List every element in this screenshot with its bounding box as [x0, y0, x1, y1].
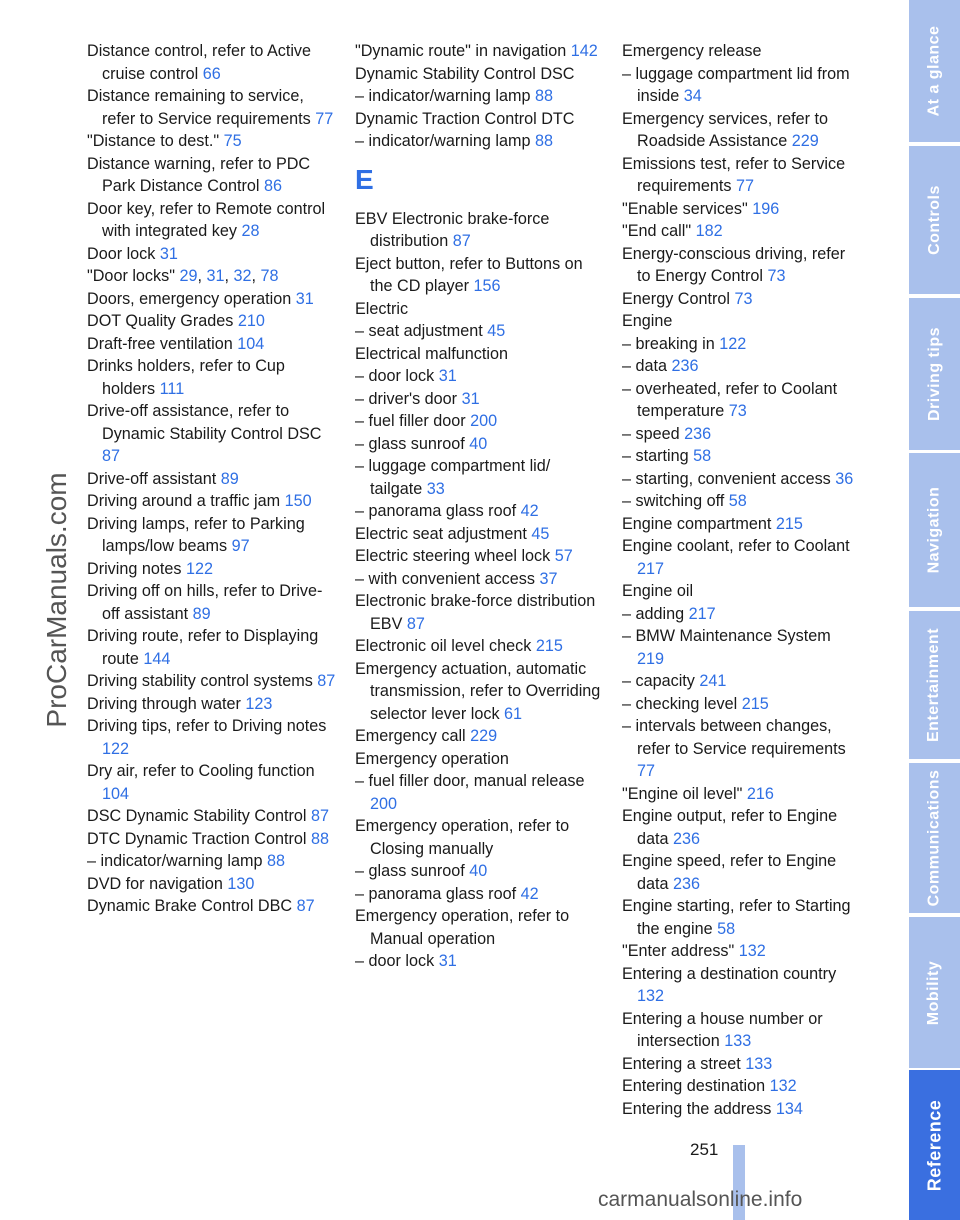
index-entry-text: "Engine oil level" [622, 784, 747, 803]
section-tab-label: Controls [925, 185, 943, 255]
index-entry [622, 63, 862, 108]
page-reference-link[interactable]: 241 [699, 672, 727, 690]
page-reference-link[interactable]: 133 [724, 1032, 752, 1050]
index-entry [622, 693, 862, 716]
section-letter: E [355, 163, 374, 195]
index-column-3 [622, 40, 862, 1120]
index-entry-text: Electronic oil level check [355, 637, 536, 655]
page-reference-link[interactable]: 217 [688, 604, 716, 623]
index-entry [622, 378, 862, 423]
page-reference-link[interactable]: 122 [102, 739, 130, 758]
index-entry [87, 850, 337, 873]
index-entry [622, 108, 862, 153]
index-entry-text: Driving route, refer to Displaying route [87, 627, 319, 668]
index-entry-text: Eject button, refer to Buttons on the CD player [355, 254, 583, 295]
index-entry [355, 860, 605, 883]
index-entry [355, 905, 605, 950]
page-reference-link[interactable]: 236 [673, 829, 701, 848]
page-reference-link[interactable]: 104 [102, 784, 130, 803]
page-reference-link[interactable]: 31 [461, 389, 480, 408]
index-entry-text: "End call" [622, 222, 696, 240]
page-reference-link[interactable]: 142 [570, 42, 598, 60]
index-entry-text: – breaking in [622, 334, 720, 353]
index-entry-text: EBV Electronic brake-force distribution [355, 209, 550, 250]
page-reference-link[interactable]: 40 [469, 862, 488, 880]
page-reference-link[interactable]: 75 [223, 132, 242, 150]
page-reference-link[interactable]: 77 [637, 762, 656, 780]
index-entry-text: – glass sunroof [355, 434, 470, 453]
index-entry [622, 310, 862, 333]
index-column-1 [87, 40, 337, 918]
index-entry [355, 108, 605, 131]
index-entry-text: Driving off on hills, refer to Drive-off assistant [87, 582, 323, 623]
index-entry-text: – luggage compartment lid from inside [622, 64, 850, 105]
index-entry [355, 208, 605, 253]
index-entry-text: Emergency actuation, automatic transmission, refer to Overriding selector lever lock [355, 659, 601, 723]
index-entry-text: Driving tips, refer to Driving notes [87, 717, 327, 735]
section-tab-driving-tips[interactable] [909, 298, 960, 450]
index-entry-text: – with convenient access [355, 569, 540, 588]
page-reference-link[interactable]: 45 [487, 322, 506, 340]
index-entry [355, 590, 605, 635]
index-entry-text: Doors, emergency operation [87, 289, 296, 308]
page-reference-link[interactable]: 86 [263, 177, 282, 195]
page-reference-link[interactable]: 210 [237, 312, 265, 330]
page-reference-link[interactable]: 77 [315, 109, 334, 128]
index-entry [622, 243, 862, 288]
index-entry-text: – luggage compartment lid/ tailgate [355, 457, 551, 498]
index-entry-text: Driving lamps, refer to Parking lamps/low beams [87, 514, 305, 555]
index-entry [87, 873, 337, 896]
index-entry-text: – seat adjustment [355, 322, 488, 340]
page-reference-link[interactable]: 61 [504, 704, 523, 723]
index-entry-text: Emergency operation, refer to Closing manually [355, 817, 570, 858]
page-reference-link[interactable]: 122 [719, 334, 747, 353]
page-reference-link[interactable]: 42 [520, 502, 539, 520]
index-entry-text: Distance control, refer to Active cruise control [87, 42, 312, 83]
page-reference-link[interactable]: 134 [775, 1099, 803, 1118]
index-entry [622, 535, 862, 580]
page-reference-link[interactable]: 215 [775, 514, 803, 533]
index-entry [87, 198, 337, 243]
index-entry-text: Driving stability control systems [87, 672, 318, 690]
index-entry [622, 850, 862, 895]
page-reference-link[interactable]: 77 [735, 177, 754, 195]
page-reference-link[interactable]: 34 [683, 87, 702, 105]
index-entry [622, 805, 862, 850]
index-entry-text: Entering a street [622, 1054, 746, 1073]
index-entry-text: – starting [622, 447, 694, 465]
page-reference-link[interactable]: 229 [791, 132, 819, 150]
index-entry-text: "Dynamic route" in navigation [355, 42, 571, 60]
index-entry [87, 310, 337, 333]
index-entry-text: Driving around a traffic jam [87, 492, 285, 510]
index-entry [622, 715, 862, 783]
page-reference-link[interactable]: 87 [317, 672, 336, 690]
index-entry-text: DVD for navigation [87, 874, 228, 893]
section-tab-navigation[interactable] [909, 453, 960, 607]
index-entry [622, 1098, 862, 1121]
page-reference-link[interactable]: 144 [143, 649, 171, 668]
page-reference-link[interactable]: 97 [231, 537, 250, 555]
page-reference-link[interactable]: 31 [206, 267, 225, 285]
index-entry-text: – starting, convenient access [622, 469, 836, 488]
index-entry-text: Electric steering wheel lock [355, 547, 555, 565]
index-entry-text: Driving notes [87, 559, 186, 578]
index-entry [87, 333, 337, 356]
index-entry-text: – panorama glass roof [355, 884, 521, 903]
section-tab-label: Driving tips [925, 326, 943, 422]
page-reference-link[interactable]: 36 [835, 469, 854, 488]
page-reference-link[interactable]: 111 [159, 379, 185, 398]
index-entry [355, 770, 605, 815]
page-reference-link[interactable]: 200 [370, 794, 398, 813]
index-entry-text: Engine oil [622, 582, 694, 600]
index-entry [87, 693, 337, 716]
index-entry [87, 805, 337, 828]
page-reference-link[interactable]: 87 [102, 447, 121, 465]
index-entry-text: Distance remaining to service, refer to Service requirements [87, 87, 316, 128]
index-entry-text: Drive-off assistance, refer to Dynamic Stability Control DSC [87, 402, 322, 443]
section-tab-label: Communications [925, 769, 943, 907]
watermark-bottom: carmanualsonline.info [598, 1188, 803, 1211]
section-tab-controls[interactable] [909, 146, 960, 294]
index-entry-text: Emergency call [355, 727, 471, 745]
index-entry [87, 153, 337, 198]
page-reference-link[interactable]: 200 [470, 412, 498, 430]
watermark-left: ProCarManuals.com [41, 472, 72, 728]
index-entry-text: Emergency services, refer to Roadside Assistance [622, 109, 829, 150]
index-entry-text: "Door locks" [87, 267, 180, 285]
index-entry-text: – indicator/warning lamp [87, 852, 267, 870]
index-entry-text: – switching off [622, 492, 729, 510]
index-entry [355, 523, 605, 546]
section-tab-bar [909, 0, 960, 1220]
index-entry [622, 355, 862, 378]
index-entry [622, 963, 862, 1008]
index-entry [622, 783, 862, 806]
page-reference-link[interactable]: 132 [769, 1077, 797, 1095]
page-reference-link[interactable]: 73 [734, 289, 753, 308]
index-entry-text: Engine compartment [622, 514, 776, 533]
index-entry [87, 490, 337, 513]
index-entry [87, 625, 337, 670]
page-number: 251 [690, 1140, 719, 1159]
index-entry [87, 468, 337, 491]
index-entry [355, 365, 605, 388]
index-entry [622, 580, 862, 603]
index-entry [622, 288, 862, 311]
page-reference-link[interactable]: 87 [406, 614, 425, 633]
index-entry-text: Engine coolant, refer to Coolant [622, 537, 850, 555]
page-reference-link[interactable]: 182 [695, 222, 723, 240]
index-entry [622, 1075, 862, 1098]
page-reference-link[interactable]: 150 [284, 492, 312, 510]
index-entry-text: – indicator/warning lamp [355, 87, 535, 105]
index-entry [355, 343, 605, 366]
index-entry-text: – capacity [622, 672, 700, 690]
index-entry [87, 670, 337, 693]
index-entry [355, 950, 605, 973]
page-reference-link[interactable]: 219 [637, 649, 665, 668]
page-reference-link[interactable]: 130 [227, 874, 255, 893]
index-entry [87, 895, 337, 918]
index-entry [87, 400, 337, 468]
index-entry-text: Engine [622, 312, 673, 330]
page-reference-link[interactable]: 89 [220, 469, 239, 488]
index-entry: "Door locks" 29, 31, 32, 78 [87, 267, 279, 285]
index-entry [87, 715, 337, 760]
page-reference-link[interactable]: 31 [295, 289, 314, 308]
index-entry-text: – panorama glass roof [355, 502, 521, 520]
index-entry [355, 568, 605, 591]
page-reference-link[interactable]: 31 [159, 244, 178, 263]
section-tab-label: Navigation [925, 486, 943, 574]
index-entry-text: – intervals between changes, refer to Service requirements [622, 717, 846, 758]
page-reference-link[interactable]: 32 [233, 267, 252, 285]
index-entry-text: "Enable services" [622, 199, 753, 218]
page-reference-link[interactable]: 216 [746, 784, 774, 803]
page-reference-link[interactable]: 58 [717, 919, 736, 938]
page-reference-link[interactable]: 236 [671, 357, 699, 375]
index-entry-text: Engine speed, refer to Engine data [622, 852, 837, 893]
index-entry-text: Driving through water [87, 694, 246, 713]
index-entry-text: Emergency operation [355, 749, 509, 768]
index-entry [622, 468, 862, 491]
index-entry-text: Drive-off assistant [87, 469, 221, 488]
index-entry [622, 603, 862, 626]
index-entry [622, 670, 862, 693]
page-reference-link[interactable]: 40 [469, 434, 488, 453]
index-entry-text: Entering the address [622, 1099, 776, 1118]
index-entry [355, 63, 605, 86]
page-reference-link[interactable]: 33 [426, 479, 445, 498]
index-entry-text: Entering destination [622, 1077, 770, 1095]
index-entry-text: Engine starting, refer to Starting the engine [622, 897, 851, 938]
page-reference-link[interactable]: 156 [473, 277, 501, 295]
index-entry-text: Emergency release [622, 42, 762, 60]
index-entry [622, 220, 862, 243]
page-reference-link[interactable]: 88 [310, 829, 329, 848]
index-entry-text: – driver's door [355, 389, 462, 408]
page-reference-link[interactable]: 88 [534, 87, 553, 105]
index-entry-text: Entering a destination country [622, 964, 837, 983]
index-entry [87, 85, 337, 130]
index-entry-text: – checking level [622, 694, 742, 713]
index-entry [87, 580, 337, 625]
page-reference-link[interactable]: 45 [531, 524, 550, 543]
index-entry-text: Dynamic Traction Control DTC [355, 109, 575, 128]
index-entry [622, 1053, 862, 1076]
page-reference-link[interactable]: 58 [693, 447, 712, 465]
page-reference-link[interactable]: 88 [534, 132, 553, 150]
section-tab-label: Reference [924, 1099, 945, 1191]
index-entry-text: Emergency operation, refer to Manual operation [355, 907, 570, 948]
page-reference-link[interactable]: 87 [296, 897, 315, 915]
index-entry-text: "Distance to dest." [87, 132, 224, 150]
page-reference-link[interactable]: 42 [520, 884, 539, 903]
index-entry [87, 130, 337, 153]
page-reference-link[interactable]: 57 [554, 547, 573, 565]
index-entry [622, 940, 862, 963]
index-entry [87, 288, 337, 311]
section-tab-at-a-glance[interactable] [909, 0, 960, 142]
index-entry [355, 388, 605, 411]
index-entry-text: Drinks holders, refer to Cup holders [87, 357, 285, 398]
index-entry-text: – BMW Maintenance System [622, 627, 831, 645]
index-entry [355, 725, 605, 748]
page-reference-link[interactable]: 31 [438, 952, 457, 970]
section-tab-label: Entertainment [925, 627, 943, 743]
index-entry [622, 445, 862, 468]
section-tab-communications[interactable] [909, 763, 960, 913]
index-entry-text: Electric [355, 299, 409, 318]
page-reference-link[interactable]: 122 [185, 559, 213, 578]
index-entry [87, 355, 337, 400]
page-reference-link[interactable]: 73 [767, 267, 786, 285]
index-entry-text: Door lock [87, 244, 160, 263]
index-entry-text: Dry air, refer to Cooling function [87, 762, 315, 780]
page-reference-link[interactable]: 215 [741, 694, 769, 713]
index-entry [87, 243, 337, 266]
index-entry [355, 748, 605, 771]
page-reference-link[interactable]: 196 [752, 199, 780, 218]
page-reference-link[interactable]: 73 [728, 402, 747, 420]
page-reference-link[interactable]: 88 [266, 852, 285, 870]
page-reference-link[interactable]: 215 [535, 637, 563, 655]
page-reference-link[interactable]: 66 [202, 64, 221, 83]
index-entry [355, 320, 605, 343]
page-reference-link[interactable]: 87 [311, 807, 330, 825]
index-entry [355, 40, 605, 63]
index-entry-text: – fuel filler door [355, 412, 471, 430]
index-entry [87, 760, 337, 805]
index-entry [622, 153, 862, 198]
page-reference-link[interactable]: 123 [245, 694, 273, 713]
index-entry [355, 253, 605, 298]
index-entry-text: – door lock [355, 952, 439, 970]
index-entry-text: Door key, refer to Remote control with integrated key [87, 199, 326, 240]
index-entry [622, 1008, 862, 1053]
index-entry-text: Energy Control [622, 289, 735, 308]
index-entry-text: Electronic brake-force distribution EBV [355, 592, 596, 633]
index-entry [87, 40, 337, 85]
index-entry [355, 815, 605, 860]
index-entry [622, 333, 862, 356]
index-entry [355, 500, 605, 523]
index-entry [622, 40, 862, 63]
page-reference-link[interactable]: 28 [241, 222, 260, 240]
index-entry [355, 455, 605, 500]
index-column-2 [355, 40, 605, 973]
index-entry-text: Distance warning, refer to PDC Park Distance Control [87, 154, 311, 195]
index-entry-text: – glass sunroof [355, 862, 470, 880]
index-entry-text: – door lock [355, 367, 439, 385]
index-entry-text: DTC Dynamic Traction Control [87, 829, 311, 848]
page-reference-link[interactable]: 31 [438, 367, 457, 385]
index-entry [355, 85, 605, 108]
index-entry [87, 828, 337, 851]
page-reference-link[interactable]: 236 [673, 874, 701, 893]
index-entry-text: – fuel filler door, manual release [355, 772, 585, 790]
index-entry-text: Entering a house number or intersection [622, 1009, 823, 1050]
index-entry-text: Dynamic Stability Control DSC [355, 64, 575, 83]
index-entry-text: Electric seat adjustment [355, 524, 532, 543]
index-entry-text: Draft-free ventilation [87, 334, 238, 353]
index-entry [355, 545, 605, 568]
section-tab-mobility[interactable] [909, 917, 960, 1068]
page-reference-link[interactable]: 217 [637, 559, 665, 578]
index-entry-text: DSC Dynamic Stability Control [87, 807, 311, 825]
index-entry [87, 513, 337, 558]
index-entry [355, 298, 605, 321]
index-entry [622, 625, 862, 670]
index-entry [355, 635, 605, 658]
index-entry [355, 433, 605, 456]
index-entry-text: – adding [622, 604, 689, 623]
index-entry [622, 895, 862, 940]
index-entry [355, 410, 605, 433]
index-entry-text: – overheated, refer to Coolant temperature [622, 379, 838, 420]
index-entry-text: – indicator/warning lamp [355, 132, 535, 150]
page-reference-link[interactable]: 58 [728, 492, 747, 510]
section-tab-entertainment[interactable] [909, 611, 960, 759]
page-reference-link[interactable]: 87 [452, 232, 471, 250]
section-tab-label: At a glance [925, 25, 943, 117]
index-entry [87, 558, 337, 581]
index-entry-text: Dynamic Brake Control DBC [87, 897, 297, 915]
page-reference-link[interactable]: 29 [179, 267, 198, 285]
page-reference-link[interactable]: 89 [192, 604, 211, 623]
page-reference-link[interactable]: 104 [237, 334, 265, 353]
index-entry [622, 423, 862, 446]
page-reference-link[interactable]: 78 [260, 267, 279, 285]
index-entry [622, 513, 862, 536]
section-tab-label: Mobility [925, 960, 943, 1025]
index-entry [622, 198, 862, 221]
index-entry-text: Energy-conscious driving, refer to Energy Control [622, 244, 846, 285]
page-reference-link[interactable]: 132 [738, 942, 766, 960]
page-reference-link[interactable]: 132 [637, 987, 665, 1005]
page-reference-link[interactable]: 133 [745, 1054, 773, 1073]
index-entry [622, 490, 862, 513]
index-entry [355, 130, 605, 153]
index-entry-text: "Enter address" [622, 942, 739, 960]
page-reference-link[interactable]: 236 [684, 424, 712, 443]
index-entry-text: DOT Quality Grades [87, 312, 238, 330]
index-entry-text: – data [622, 357, 672, 375]
index-entry-text: Emissions test, refer to Service requirements [622, 154, 846, 195]
index-entry-text: – speed [622, 424, 685, 443]
index-entry-text: Engine output, refer to Engine data [622, 807, 838, 848]
page-reference-link[interactable]: 37 [539, 569, 558, 588]
index-entry [355, 883, 605, 906]
section-tab-reference[interactable] [909, 1070, 960, 1220]
index-entry-text: Electrical malfunction [355, 344, 508, 363]
index-entry [355, 658, 605, 726]
page-reference-link[interactable]: 229 [470, 727, 498, 745]
